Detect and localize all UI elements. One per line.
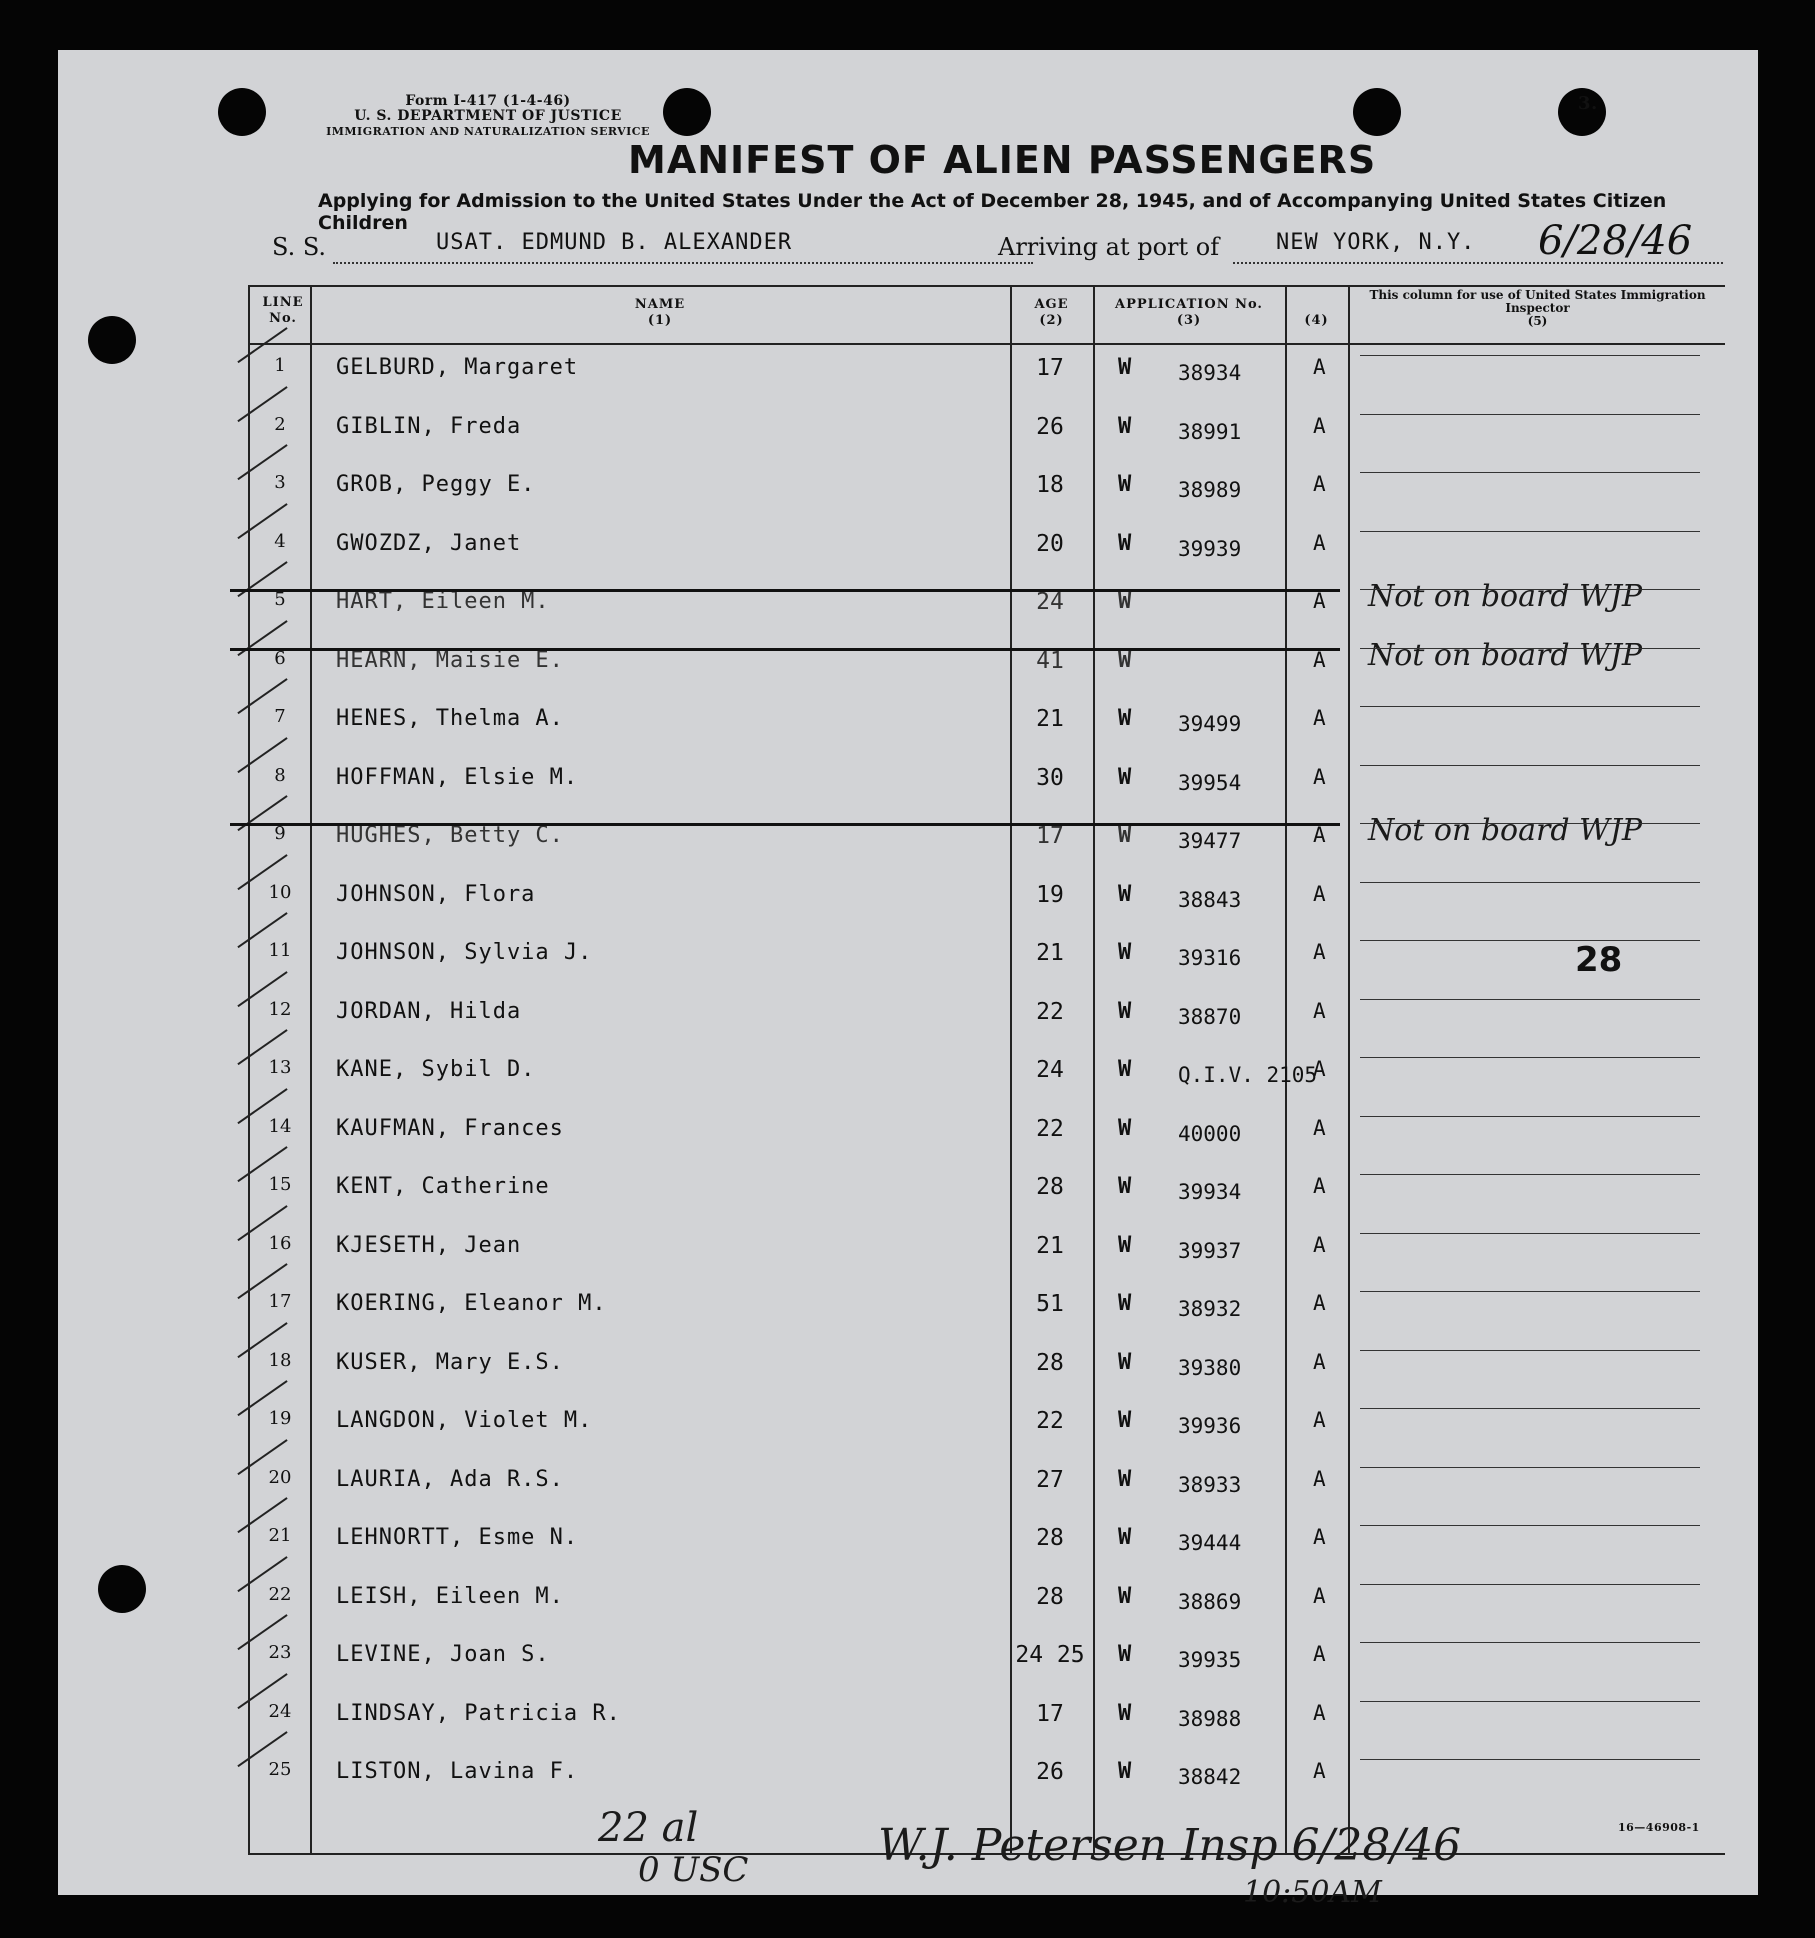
ship-name: USAT. EDMUND B. ALEXANDER <box>436 230 793 255</box>
class-code: W <box>1118 1115 1132 1141</box>
class-code: W <box>1118 940 1132 965</box>
class-code: W <box>1118 1466 1132 1492</box>
table-row <box>250 755 1725 803</box>
line-number: 16 <box>268 1232 292 1254</box>
punch-hole <box>88 316 136 364</box>
passenger-age: 26 <box>1036 413 1064 440</box>
inspection-time: 10:50AM <box>1243 1875 1382 1910</box>
passenger-name: KUSER, Mary E.S. <box>336 1349 564 1375</box>
check-mark <box>237 912 307 976</box>
passenger-table <box>248 285 1725 1855</box>
col4-code: A <box>1313 1408 1326 1432</box>
check-mark <box>237 444 307 508</box>
passenger-name: HOFFMAN, Elsie M. <box>336 764 579 790</box>
col4-code: A <box>1313 1525 1326 1549</box>
table-row <box>250 1281 1725 1329</box>
table-row <box>250 1515 1725 1563</box>
strike-through <box>230 823 1340 826</box>
class-code: W <box>1118 1174 1132 1199</box>
table-row <box>250 696 1725 744</box>
department: U. S. DEPARTMENT OF JUSTICE <box>354 108 622 124</box>
class-code: W <box>1118 1232 1132 1258</box>
check-mark <box>237 503 307 567</box>
passenger-age: 28 <box>1036 1525 1064 1551</box>
check-mark <box>237 1731 307 1795</box>
passenger-name: LEVINE, Joan S. <box>336 1642 550 1667</box>
class-code: W <box>1118 764 1132 790</box>
inspector-rule <box>1360 1057 1700 1058</box>
table-row <box>250 1457 1725 1505</box>
class-code: W <box>1118 881 1132 907</box>
line-number: 15 <box>268 1174 292 1195</box>
passenger-age: 26 <box>1036 1759 1064 1785</box>
application-number: 38870 <box>1178 1004 1242 1029</box>
inspector-note: Not on board WJP <box>1368 579 1643 614</box>
line-number: 10 <box>268 881 292 903</box>
arrival-date: 6/28/46 <box>1538 218 1693 264</box>
inspector-rule <box>1360 1116 1700 1117</box>
passenger-name: LEISH, Eileen M. <box>336 1583 564 1609</box>
passenger-age: 21 <box>1036 1232 1064 1259</box>
table-row <box>250 1047 1725 1095</box>
application-number: 39937 <box>1178 1238 1242 1263</box>
passenger-age: 22 <box>1036 1408 1064 1434</box>
line-number: 3 <box>274 472 286 493</box>
line-number: 19 <box>268 1408 292 1429</box>
punch-hole <box>98 1565 146 1613</box>
inspector-rule <box>1360 1291 1700 1292</box>
inspector-rule <box>1360 355 1700 356</box>
strike-through <box>230 648 1340 651</box>
line-number: 12 <box>268 998 292 1020</box>
passenger-name: KJESETH, Jean <box>336 1232 522 1258</box>
passenger-age: 28 <box>1036 1174 1064 1200</box>
passenger-age: 17 <box>1036 823 1064 849</box>
class-code: W <box>1118 823 1132 848</box>
inspector-rule <box>1360 1350 1700 1351</box>
passenger-age: 21 <box>1036 940 1064 966</box>
col4-code: A <box>1313 940 1326 964</box>
line-number: 21 <box>268 1525 292 1546</box>
passenger-name: KOERING, Eleanor M. <box>336 1291 607 1316</box>
class-code: W <box>1118 530 1132 556</box>
line-number: 14 <box>268 1115 292 1137</box>
col4-code: A <box>1313 589 1326 613</box>
col4-code: A <box>1313 1057 1326 1081</box>
col4-code: A <box>1313 1174 1326 1198</box>
passenger-name: JOHNSON, Flora <box>336 881 536 907</box>
passenger-name: GELBURD, Margaret <box>336 355 579 380</box>
table-row <box>250 813 1725 861</box>
line-number: 2 <box>274 413 286 435</box>
line-number: 8 <box>274 764 286 786</box>
table-row <box>250 345 1725 393</box>
passenger-name: LANGDON, Violet M. <box>336 1408 593 1433</box>
document-subtitle: Applying for Admission to the United States Under the Act of December 28, 1945, and of Accompanying United States Citizen Children <box>318 190 1667 234</box>
passenger-name: KAUFMAN, Frances <box>336 1115 564 1141</box>
passenger-name: HEARN, Maisie E. <box>336 647 564 673</box>
inspector-rule <box>1360 1759 1700 1760</box>
col-age: AGE (2) <box>1034 297 1069 328</box>
margin-count: 28 <box>1575 940 1623 980</box>
table-row <box>250 1223 1725 1271</box>
col4-code: A <box>1313 998 1326 1023</box>
line-number: 6 <box>274 647 286 669</box>
application-number: 38988 <box>1178 1706 1242 1731</box>
ss-label: S. S. <box>272 233 327 261</box>
table-row <box>250 1691 1725 1739</box>
inspector-rule <box>1360 414 1700 415</box>
table-row <box>250 989 1725 1037</box>
passenger-name: KANE, Sybil D. <box>336 1057 536 1082</box>
passenger-age: 27 <box>1036 1466 1064 1493</box>
check-mark <box>237 1146 307 1210</box>
application-number: 39380 <box>1178 1355 1242 1380</box>
application-number: 39316 <box>1178 946 1242 970</box>
manifest-sheet <box>58 50 1758 1910</box>
line-number: 20 <box>268 1466 292 1488</box>
check-mark <box>237 678 307 742</box>
service-name: IMMIGRATION AND NATURALIZATION SERVICE <box>326 125 650 138</box>
col4-code: A <box>1313 1291 1326 1315</box>
inspector-rule <box>1360 1642 1700 1643</box>
passenger-name: GIBLIN, Freda <box>336 413 522 439</box>
line-number: 18 <box>268 1349 292 1371</box>
inspector-rule <box>1360 1233 1700 1234</box>
passenger-name: HUGHES, Betty C. <box>336 823 564 848</box>
passenger-name: KENT, Catherine <box>336 1174 550 1199</box>
application-number: 39499 <box>1178 712 1242 736</box>
check-mark <box>237 1263 307 1327</box>
passenger-age: 18 <box>1036 472 1064 498</box>
line-number: 22 <box>268 1583 292 1605</box>
line-number: 1 <box>274 355 286 376</box>
col4-code: A <box>1313 1642 1326 1666</box>
inspector-note: Not on board WJP <box>1368 637 1643 673</box>
col4-code: A <box>1313 413 1326 438</box>
document-title: MANIFEST OF ALIEN PASSENGERS <box>628 138 1377 182</box>
passenger-age: 51 <box>1036 1291 1064 1317</box>
passenger-name: GWOZDZ, Janet <box>336 530 522 556</box>
inspector-rule <box>1360 999 1700 1000</box>
check-mark <box>237 1497 307 1561</box>
class-code: W <box>1118 647 1132 673</box>
passenger-age: 30 <box>1036 764 1064 791</box>
application-number: 40000 <box>1178 1121 1242 1146</box>
inspector-rule <box>1360 1467 1700 1468</box>
passenger-age: 21 <box>1036 706 1064 732</box>
table-row <box>250 1632 1725 1680</box>
class-code: W <box>1118 413 1132 439</box>
table-row <box>250 462 1725 510</box>
passenger-name: HART, Eileen M. <box>336 589 550 614</box>
class-code: W <box>1118 1408 1132 1433</box>
col4-code: A <box>1313 1466 1326 1491</box>
check-mark <box>237 1205 307 1269</box>
strike-through <box>230 589 1340 592</box>
table-row <box>250 1574 1725 1622</box>
print-code: 16—46908-1 <box>1618 1821 1700 1834</box>
col-application: APPLICATION No. (3) <box>1115 297 1263 328</box>
passenger-age: 24 25 <box>1015 1642 1085 1668</box>
check-mark <box>237 1380 307 1444</box>
class-code: W <box>1118 1525 1132 1550</box>
passenger-age: 20 <box>1036 530 1064 557</box>
class-code: W <box>1118 355 1132 380</box>
check-mark <box>237 1439 307 1503</box>
application-number: 39936 <box>1178 1414 1242 1438</box>
col4-code: A <box>1313 823 1326 847</box>
application-number: 39444 <box>1178 1531 1242 1555</box>
application-number: 38932 <box>1178 1297 1242 1321</box>
col4-code: A <box>1313 472 1326 496</box>
col4-code: A <box>1313 881 1326 906</box>
line-number: 17 <box>268 1291 292 1312</box>
check-mark <box>237 386 307 450</box>
application-number: 38933 <box>1178 1472 1242 1497</box>
application-number: 38869 <box>1178 1589 1242 1614</box>
ship-dotline <box>333 262 1033 264</box>
check-mark <box>237 561 307 625</box>
passenger-age: 24 <box>1036 589 1064 615</box>
form-header <box>258 94 718 139</box>
inspector-rule <box>1360 648 1700 649</box>
class-code: W <box>1118 1349 1132 1375</box>
check-mark <box>237 1322 307 1386</box>
passenger-age: 22 <box>1036 998 1064 1025</box>
table-row <box>250 1164 1725 1212</box>
class-code: W <box>1118 1583 1132 1609</box>
application-number: 38843 <box>1178 887 1242 912</box>
col4-code: A <box>1313 1232 1326 1257</box>
inspector-rule <box>1360 1701 1700 1702</box>
punch-hole <box>1353 88 1401 136</box>
col-4: (4) <box>1304 313 1329 328</box>
col-inspector: This column for use of United States Immigration Inspector (5) <box>1369 288 1706 328</box>
tally-aliens: 22 al <box>598 1805 699 1851</box>
passenger-name: GROB, Peggy E. <box>336 472 536 497</box>
passenger-name: LEHNORTT, Esme N. <box>336 1525 579 1550</box>
passenger-age: 28 <box>1036 1349 1064 1376</box>
passenger-name: LISTON, Lavina F. <box>336 1759 579 1784</box>
class-code: W <box>1118 706 1132 731</box>
application-number: 39954 <box>1178 770 1242 795</box>
check-mark <box>237 327 307 391</box>
application-number: 39477 <box>1178 829 1242 853</box>
inspector-rule <box>1360 823 1700 824</box>
inspector-rule <box>1360 940 1700 941</box>
passenger-age: 41 <box>1036 647 1064 674</box>
line-number: 4 <box>274 530 286 552</box>
inspector-rule <box>1360 882 1700 883</box>
table-row <box>250 1749 1725 1797</box>
passenger-age: 17 <box>1036 355 1064 381</box>
port-label: Arriving at port of <box>998 233 1220 261</box>
table-row <box>250 521 1725 569</box>
application-number: 39939 <box>1178 536 1242 561</box>
table-row <box>250 579 1725 627</box>
col-name: NAME (1) <box>634 297 686 328</box>
application-number: 39934 <box>1178 1180 1242 1204</box>
application-number: 39935 <box>1178 1648 1242 1672</box>
passenger-age: 28 <box>1036 1583 1064 1610</box>
passenger-age: 22 <box>1036 1115 1064 1142</box>
class-code: W <box>1118 1700 1132 1726</box>
inspector-rule <box>1360 1174 1700 1175</box>
page-number: 3. <box>1578 93 1598 114</box>
col4-code: A <box>1313 1115 1326 1140</box>
class-code: W <box>1118 589 1132 614</box>
col4-code: A <box>1313 764 1326 789</box>
passenger-name: LINDSAY, Patricia R. <box>336 1700 621 1726</box>
application-number: 38934 <box>1178 361 1242 385</box>
application-number: Q.I.V. 2105 <box>1178 1063 1318 1087</box>
class-code: W <box>1118 1291 1132 1316</box>
passenger-age: 17 <box>1036 1700 1064 1727</box>
table-row <box>250 1106 1725 1154</box>
passenger-name: JOHNSON, Sylvia J. <box>336 940 593 965</box>
line-number: 7 <box>274 706 286 727</box>
line-number: 24 <box>268 1700 292 1722</box>
line-number: 5 <box>274 589 286 610</box>
class-code: W <box>1118 998 1132 1024</box>
check-mark <box>237 737 307 801</box>
application-number: 38989 <box>1178 478 1242 502</box>
table-row <box>250 872 1725 920</box>
passenger-name: JORDAN, Hilda <box>336 998 522 1024</box>
col4-code: A <box>1313 1583 1326 1608</box>
form-number: Form I-417 (1-4-46) <box>405 93 571 109</box>
passenger-age: 19 <box>1036 881 1064 908</box>
port-name: NEW YORK, N.Y. <box>1276 230 1476 255</box>
check-mark <box>237 795 307 859</box>
inspector-rule <box>1360 1584 1700 1585</box>
passenger-name: LAURIA, Ada R.S. <box>336 1466 564 1492</box>
passenger-age: 24 <box>1036 1057 1064 1083</box>
check-mark <box>237 1614 307 1678</box>
line-number: 25 <box>268 1759 292 1780</box>
class-code: W <box>1118 472 1132 497</box>
inspector-rule <box>1360 765 1700 766</box>
table-row <box>250 1398 1725 1446</box>
application-number: 38842 <box>1178 1765 1242 1789</box>
col4-code: A <box>1313 530 1326 555</box>
passenger-name: HENES, Thelma A. <box>336 706 564 731</box>
col-line-no: LINE No. <box>262 295 304 326</box>
col4-code: A <box>1313 355 1326 379</box>
inspector-rule <box>1360 706 1700 707</box>
col4-code: A <box>1313 1349 1326 1374</box>
inspector-rule <box>1360 531 1700 532</box>
inspector-rule <box>1360 1408 1700 1409</box>
table-row <box>250 404 1725 452</box>
inspector-signature: W.J. Petersen Insp 6/28/46 <box>878 1820 1462 1871</box>
class-code: W <box>1118 1759 1132 1784</box>
check-mark <box>237 1556 307 1620</box>
col4-code: A <box>1313 1759 1326 1783</box>
check-mark <box>237 1673 307 1737</box>
check-mark <box>237 971 307 1035</box>
application-number: 38991 <box>1178 419 1242 444</box>
check-mark <box>237 1029 307 1093</box>
tally-usc: 0 USC <box>638 1850 749 1890</box>
line-number: 9 <box>274 823 286 844</box>
inspector-rule <box>1360 472 1700 473</box>
inspector-rule <box>1360 589 1700 590</box>
table-row <box>250 638 1725 686</box>
check-mark <box>237 1088 307 1152</box>
col4-code: A <box>1313 647 1326 672</box>
inspector-note: Not on board WJP <box>1368 813 1643 848</box>
line-number: 23 <box>268 1642 292 1663</box>
check-mark <box>237 620 307 684</box>
table-row <box>250 1340 1725 1388</box>
table-row <box>250 930 1725 978</box>
col4-code: A <box>1313 706 1326 730</box>
check-mark <box>237 854 307 918</box>
line-number: 13 <box>268 1057 292 1078</box>
line-number: 11 <box>268 940 292 961</box>
col4-code: A <box>1313 1700 1326 1725</box>
class-code: W <box>1118 1642 1132 1667</box>
class-code: W <box>1118 1057 1132 1082</box>
inspector-rule <box>1360 1525 1700 1526</box>
